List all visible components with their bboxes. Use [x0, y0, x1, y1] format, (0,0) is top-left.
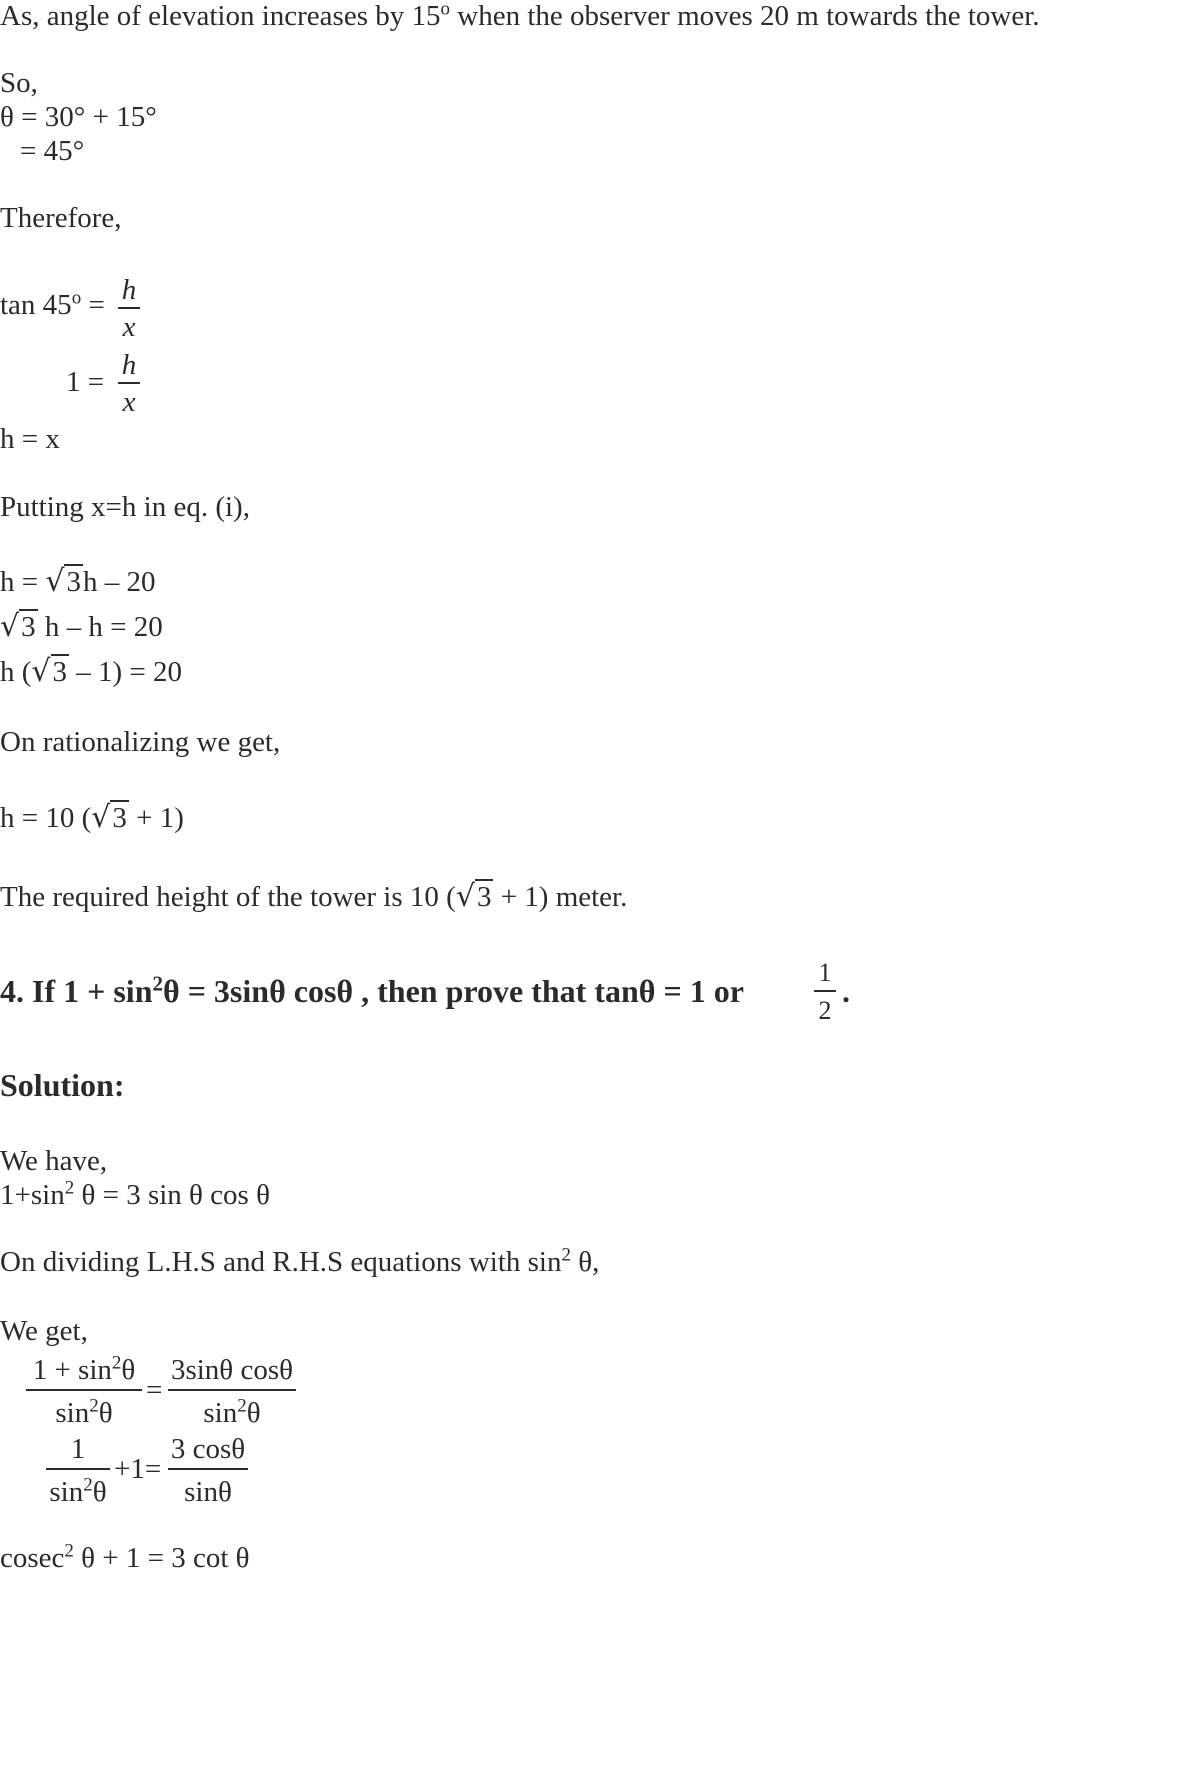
- we-have-label: We have,: [0, 1145, 108, 1177]
- radical-sign: √: [45, 564, 65, 599]
- f4-den: sinθ: [184, 1476, 232, 1508]
- given-b: θ = 3 sin θ cos θ: [74, 1179, 270, 1211]
- f2-den-sup: 2: [237, 1395, 247, 1417]
- radical-sign-5: √: [455, 879, 475, 914]
- f3-den-a: sin: [49, 1476, 84, 1508]
- f3-num: 1: [70, 1433, 86, 1465]
- f2-den-a: sin: [203, 1397, 238, 1429]
- radical-sign-3: √: [31, 654, 51, 689]
- question-4-heading: [0, 971, 744, 1009]
- f1-num-b: θ: [121, 1354, 136, 1386]
- sqrt3-root-4: [91, 800, 129, 835]
- divide-a: On dividing L.H.S and R.H.S equations with sin: [0, 1246, 562, 1278]
- f1-den-b: θ: [98, 1397, 113, 1429]
- fraction-3: [46, 1435, 110, 1507]
- last-a: cosec: [0, 1542, 65, 1574]
- frac-den: x: [122, 311, 136, 343]
- intro-line: [0, 2, 1040, 31]
- h-equals-x: h = x: [0, 423, 60, 455]
- last-sup: 2: [64, 1540, 74, 1562]
- f2-bar: [168, 1389, 296, 1391]
- radicand: 3: [66, 566, 81, 598]
- conclusion-b: + 1) meter.: [493, 881, 628, 913]
- f3-den: [46, 1474, 110, 1508]
- divide-line: [0, 1244, 600, 1278]
- q4-sup: 2: [152, 971, 163, 996]
- divide-b: θ,: [570, 1246, 600, 1278]
- divide-sup: 2: [561, 1244, 571, 1266]
- one-equation-lhs: 1 =: [66, 366, 105, 398]
- rat-a: h = 10 (: [0, 802, 92, 834]
- fraction-1: [26, 1352, 142, 1429]
- q4-frac-bar: [814, 990, 836, 992]
- f4-num: 3 cosθ: [170, 1433, 246, 1465]
- f3-den-b: θ: [92, 1476, 107, 1508]
- fraction-2: [168, 1356, 296, 1428]
- putting-line-1: [0, 564, 156, 599]
- degree-sup: o: [440, 0, 450, 20]
- sqrt3-root: [45, 564, 83, 599]
- fraction-h-over-x: [118, 276, 140, 342]
- tan-sup: o: [71, 287, 82, 309]
- radicand-4: 3: [112, 802, 127, 834]
- q4-fraction-half: [814, 960, 836, 1024]
- radical-sign-2: √: [0, 609, 20, 644]
- f2-num: 3sinθ cosθ: [170, 1354, 294, 1386]
- f3-bar: [46, 1468, 110, 1470]
- given-equation: [0, 1177, 270, 1211]
- equals-sign-1: =: [146, 1374, 163, 1406]
- fraction-4: [168, 1435, 248, 1507]
- sqrt3-root-2: [0, 609, 38, 644]
- f1-bar: [26, 1389, 142, 1391]
- putting-line-2: [0, 609, 163, 644]
- f2-den-b: θ: [246, 1397, 261, 1429]
- tan-equation-lhs: [0, 287, 105, 321]
- fraction-h-over-x-2: [118, 351, 140, 417]
- intro-text-a: As, angle of elevation increases by 15: [0, 0, 441, 32]
- radicand-3: 3: [52, 656, 68, 688]
- sqrt3-root-3: [31, 654, 69, 689]
- theta-result: = 45°: [20, 135, 85, 167]
- f1-num-sup: 2: [111, 1352, 122, 1374]
- f1-num: [26, 1352, 142, 1386]
- f2-den: [168, 1395, 296, 1429]
- rationalize-label: On rationalizing we get,: [0, 726, 281, 758]
- f3-den-sup: 2: [83, 1474, 93, 1496]
- sqrt3-root-5: [455, 879, 494, 914]
- so-label: So,: [0, 67, 38, 99]
- last-b: θ + 1 = 3 cot θ: [73, 1542, 250, 1574]
- l1-b: h – 20: [82, 566, 156, 598]
- f1-den-sup: 2: [89, 1395, 99, 1417]
- conclusion-a: The required height of the tower is 10 (: [0, 881, 456, 913]
- cosec-equation: [0, 1540, 250, 1574]
- theta-line: θ = 30° + 15°: [0, 101, 157, 133]
- therefore-label: Therefore,: [0, 202, 122, 234]
- f4-bar: [168, 1468, 248, 1470]
- frac-num: h: [121, 274, 137, 306]
- f1-den-a: sin: [55, 1397, 90, 1429]
- q4-end-period: .: [842, 973, 850, 1009]
- l1-a: h =: [0, 566, 46, 598]
- f1-den: [26, 1395, 142, 1429]
- q4-middle: θ = 3sinθ cosθ , then prove that tanθ = 1 or: [162, 973, 744, 1009]
- we-get-label: We get,: [0, 1315, 88, 1347]
- radical-sign-4: √: [91, 800, 111, 835]
- solution-heading: Solution:: [0, 1067, 125, 1103]
- l3-a: h (: [0, 656, 32, 688]
- radicand-2: 3: [21, 611, 36, 643]
- rat-b: + 1): [128, 802, 184, 834]
- q4-frac-num: 1: [818, 958, 832, 987]
- l2-b: h – h = 20: [37, 611, 163, 643]
- frac-bar-2: [118, 382, 140, 384]
- tan-eq: =: [81, 289, 105, 321]
- putting-line-3: [0, 654, 183, 689]
- frac-num-2: h: [121, 349, 137, 381]
- given-a: 1+sin: [0, 1179, 65, 1211]
- tan-lhs: tan 45: [0, 289, 72, 321]
- q4-frac-den: 2: [818, 996, 832, 1025]
- plus-one-equals: +1=: [114, 1453, 162, 1485]
- l3-b: – 1) = 20: [69, 656, 183, 688]
- frac-den-2: x: [122, 386, 136, 418]
- f1-num-a: 1 + sin: [32, 1354, 112, 1386]
- intro-text-b: when the observer moves 20 m towards the tower.: [450, 0, 1040, 32]
- q4-prefix: 4. If 1 + sin: [0, 973, 153, 1009]
- conclusion-line: [0, 879, 628, 914]
- given-sup: 2: [64, 1177, 75, 1199]
- rationalize-equation: [0, 800, 184, 835]
- frac-bar: [118, 307, 140, 309]
- radicand-5: 3: [476, 881, 492, 913]
- putting-label: Putting x=h in eq. (i),: [0, 491, 250, 523]
